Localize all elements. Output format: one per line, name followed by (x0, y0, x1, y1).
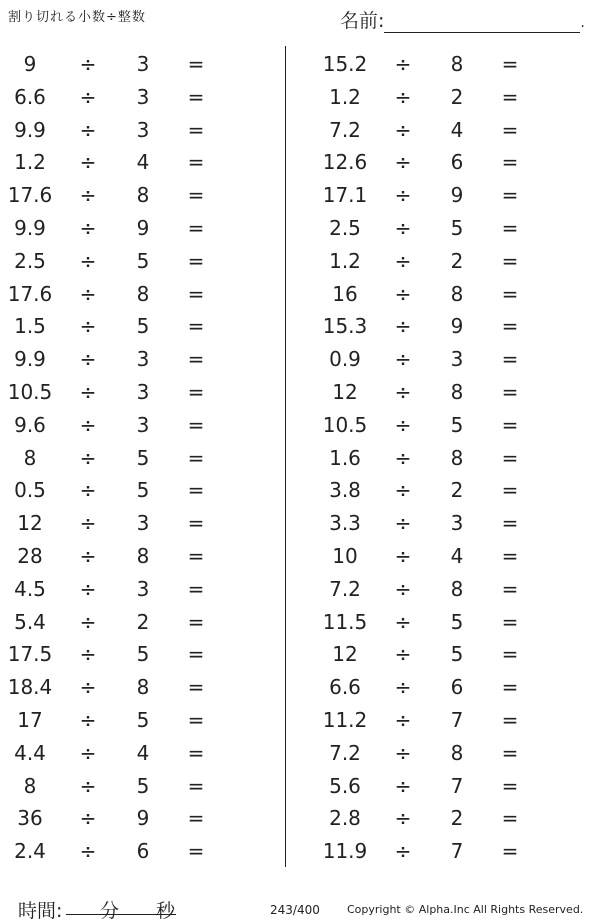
equals-sign: = (187, 215, 205, 240)
equals-sign: = (501, 150, 519, 175)
dividend: 2.5 (329, 215, 361, 240)
divide-sign: ÷ (394, 84, 412, 109)
divide-sign: ÷ (79, 379, 97, 404)
divisor: 9 (450, 183, 464, 208)
equals-sign: = (501, 314, 519, 339)
divisor: 2 (450, 806, 464, 831)
divisor: 5 (450, 412, 464, 437)
divisor: 9 (136, 215, 150, 240)
equals-sign: = (501, 740, 519, 765)
divide-sign: ÷ (394, 117, 412, 142)
equals-sign: = (187, 248, 205, 273)
divide-sign: ÷ (394, 478, 412, 503)
divide-sign: ÷ (394, 642, 412, 667)
dividend: 1.5 (14, 314, 46, 339)
dividend: 1.2 (329, 84, 361, 109)
divide-sign: ÷ (79, 412, 97, 437)
dividend: 8 (23, 445, 37, 470)
divide-sign: ÷ (394, 609, 412, 634)
divide-sign: ÷ (394, 839, 412, 864)
minutes-label: 分 (100, 900, 120, 922)
dividend: 36 (17, 806, 43, 831)
equals-sign: = (501, 52, 519, 76)
dividend: 12.6 (322, 150, 368, 175)
dividend: 2.8 (329, 806, 361, 831)
divide-sign: ÷ (79, 150, 97, 175)
page-number: 243/400 (270, 903, 320, 917)
equals-sign: = (187, 511, 205, 536)
divide-sign: ÷ (394, 281, 412, 306)
divide-sign: ÷ (394, 347, 412, 372)
equals-sign: = (501, 84, 519, 109)
equals-sign: = (187, 117, 205, 142)
divisor: 4 (450, 543, 464, 568)
dividend: 6.6 (329, 675, 361, 700)
dividend: 18.4 (7, 675, 53, 700)
divide-sign: ÷ (394, 412, 412, 437)
divide-sign: ÷ (79, 511, 97, 536)
equals-sign: = (187, 609, 205, 634)
divisor: 3 (450, 347, 464, 372)
divide-sign: ÷ (79, 248, 97, 273)
divide-sign: ÷ (79, 52, 97, 76)
divide-sign: ÷ (394, 806, 412, 831)
divide-sign: ÷ (394, 52, 412, 76)
divisor: 4 (136, 150, 150, 175)
divide-sign: ÷ (79, 281, 97, 306)
divide-sign: ÷ (79, 740, 97, 765)
divisor: 3 (136, 347, 150, 372)
divide-sign: ÷ (79, 183, 97, 208)
divide-sign: ÷ (79, 84, 97, 109)
name-field (340, 6, 585, 33)
divisor: 9 (450, 314, 464, 339)
divide-sign: ÷ (79, 445, 97, 470)
equals-sign: = (501, 543, 519, 568)
divisor: 8 (136, 281, 150, 306)
equals-sign: = (187, 543, 205, 568)
divisor: 2 (450, 478, 464, 503)
divisor: 6 (450, 675, 464, 700)
time-label: 時間: (18, 900, 63, 922)
dividend: 6.6 (14, 84, 46, 109)
divide-sign: ÷ (394, 314, 412, 339)
name-blank-line (384, 14, 580, 33)
worksheet-title: 割り切れる小数÷整数 (8, 10, 146, 25)
equals-sign: = (501, 215, 519, 240)
divisor: 8 (136, 675, 150, 700)
divide-sign: ÷ (394, 183, 412, 208)
divisor: 5 (136, 248, 150, 273)
divide-sign: ÷ (394, 707, 412, 732)
divide-sign: ÷ (79, 314, 97, 339)
name-dot: . (580, 15, 585, 31)
dividend: 12 (17, 511, 43, 536)
divisor: 8 (450, 379, 464, 404)
divisor: 8 (450, 281, 464, 306)
dividend: 10.5 (7, 379, 53, 404)
equals-sign: = (187, 740, 205, 765)
divisor: 5 (136, 773, 150, 798)
equals-sign: = (501, 478, 519, 503)
equals-sign: = (501, 445, 519, 470)
equals-sign: = (501, 511, 519, 536)
equals-sign: = (501, 642, 519, 667)
divide-sign: ÷ (394, 773, 412, 798)
dividend: 4.4 (14, 740, 46, 765)
divisor: 7 (450, 773, 464, 798)
equals-sign: = (187, 84, 205, 109)
name-label: 名前: (340, 10, 385, 32)
divisor: 8 (136, 543, 150, 568)
seconds-label: 秒 (156, 900, 176, 922)
dividend: 5.4 (14, 609, 46, 634)
equals-sign: = (501, 379, 519, 404)
dividend: 9.9 (14, 215, 46, 240)
divide-sign: ÷ (79, 839, 97, 864)
divisor: 8 (450, 740, 464, 765)
dividend: 2.5 (14, 248, 46, 273)
equals-sign: = (501, 576, 519, 601)
divisor: 4 (450, 117, 464, 142)
dividend: 9.6 (14, 412, 46, 437)
divide-sign: ÷ (394, 675, 412, 700)
equals-sign: = (501, 773, 519, 798)
divide-sign: ÷ (79, 215, 97, 240)
divide-sign: ÷ (394, 511, 412, 536)
equals-sign: = (187, 839, 205, 864)
dividend: 8 (23, 773, 37, 798)
divisor: 3 (136, 576, 150, 601)
divisor: 3 (136, 52, 150, 76)
equals-sign: = (501, 675, 519, 700)
divisor: 3 (136, 412, 150, 437)
divide-sign: ÷ (79, 642, 97, 667)
divisor: 5 (136, 445, 150, 470)
divisor: 8 (450, 576, 464, 601)
divisor: 5 (136, 314, 150, 339)
divide-sign: ÷ (394, 150, 412, 175)
divisor: 3 (450, 511, 464, 536)
dividend: 7.2 (329, 576, 361, 601)
dividend: 17.6 (7, 281, 53, 306)
divide-sign: ÷ (394, 379, 412, 404)
equals-sign: = (187, 379, 205, 404)
dividend: 1.6 (329, 445, 361, 470)
equals-sign: = (501, 347, 519, 372)
divisor: 6 (136, 839, 150, 864)
equals-sign: = (187, 52, 205, 76)
divide-sign: ÷ (79, 117, 97, 142)
equals-sign: = (501, 281, 519, 306)
dividend: 17.6 (7, 183, 53, 208)
column-divider (285, 46, 286, 867)
divisor: 3 (136, 511, 150, 536)
divide-sign: ÷ (79, 543, 97, 568)
divisor: 3 (136, 379, 150, 404)
divisor: 4 (136, 740, 150, 765)
dividend: 12 (332, 642, 358, 667)
divisor: 8 (450, 52, 464, 76)
dividend: 9.9 (14, 117, 46, 142)
dividend: 0.5 (14, 478, 46, 503)
divide-sign: ÷ (394, 248, 412, 273)
copyright-text: Copyright © Alpha.Inc All Rights Reserved. (347, 903, 584, 916)
dividend: 11.9 (322, 839, 368, 864)
divide-sign: ÷ (79, 347, 97, 372)
dividend: 3.3 (329, 511, 361, 536)
dividend: 12 (332, 379, 358, 404)
divisor: 5 (136, 478, 150, 503)
divisor: 7 (450, 707, 464, 732)
divisor: 6 (450, 150, 464, 175)
divisor: 5 (136, 642, 150, 667)
dividend: 2.4 (14, 839, 46, 864)
equals-sign: = (187, 314, 205, 339)
divide-sign: ÷ (394, 576, 412, 601)
equals-sign: = (501, 183, 519, 208)
divisor: 3 (136, 117, 150, 142)
equals-sign: = (187, 150, 205, 175)
divisor: 5 (450, 642, 464, 667)
dividend: 11.2 (322, 707, 368, 732)
divide-sign: ÷ (79, 675, 97, 700)
divide-sign: ÷ (79, 478, 97, 503)
divisor: 7 (450, 839, 464, 864)
divisor: 5 (136, 707, 150, 732)
dividend: 1.2 (14, 150, 46, 175)
dividend: 7.2 (329, 740, 361, 765)
divisor: 3 (136, 84, 150, 109)
equals-sign: = (187, 445, 205, 470)
equals-sign: = (187, 478, 205, 503)
equals-sign: = (187, 576, 205, 601)
divisor: 8 (136, 183, 150, 208)
divisor: 5 (450, 609, 464, 634)
equals-sign: = (187, 183, 205, 208)
equals-sign: = (501, 609, 519, 634)
divide-sign: ÷ (394, 740, 412, 765)
divide-sign: ÷ (79, 806, 97, 831)
equals-sign: = (187, 707, 205, 732)
equals-sign: = (187, 412, 205, 437)
equals-sign: = (187, 806, 205, 831)
divisor: 2 (450, 84, 464, 109)
dividend: 16 (332, 281, 358, 306)
divisor: 5 (450, 215, 464, 240)
divisor: 9 (136, 806, 150, 831)
dividend: 17.1 (322, 183, 368, 208)
equals-sign: = (187, 675, 205, 700)
dividend: 15.3 (322, 314, 368, 339)
equals-sign: = (187, 642, 205, 667)
equals-sign: = (501, 248, 519, 273)
divisor: 8 (450, 445, 464, 470)
divide-sign: ÷ (394, 215, 412, 240)
equals-sign: = (501, 806, 519, 831)
equals-sign: = (187, 281, 205, 306)
divisor: 2 (450, 248, 464, 273)
divide-sign: ÷ (79, 773, 97, 798)
dividend: 3.8 (329, 478, 361, 503)
dividend: 5.6 (329, 773, 361, 798)
dividend: 0.9 (329, 347, 361, 372)
dividend: 10.5 (322, 412, 368, 437)
equals-sign: = (501, 117, 519, 142)
equals-sign: = (501, 839, 519, 864)
divisor: 2 (136, 609, 150, 634)
divide-sign: ÷ (79, 707, 97, 732)
dividend: 9 (23, 52, 37, 76)
dividend: 10 (332, 543, 358, 568)
dividend: 7.2 (329, 117, 361, 142)
dividend: 17 (17, 707, 43, 732)
dividend: 9.9 (14, 347, 46, 372)
dividend: 28 (17, 543, 43, 568)
equals-sign: = (187, 773, 205, 798)
dividend: 15.2 (322, 52, 368, 76)
dividend: 1.2 (329, 248, 361, 273)
equals-sign: = (501, 707, 519, 732)
equals-sign: = (501, 412, 519, 437)
dividend: 17.5 (7, 642, 53, 667)
divide-sign: ÷ (394, 445, 412, 470)
dividend: 11.5 (322, 609, 368, 634)
equals-sign: = (187, 347, 205, 372)
divide-sign: ÷ (79, 576, 97, 601)
divide-sign: ÷ (394, 543, 412, 568)
dividend: 4.5 (14, 576, 46, 601)
divide-sign: ÷ (79, 609, 97, 634)
